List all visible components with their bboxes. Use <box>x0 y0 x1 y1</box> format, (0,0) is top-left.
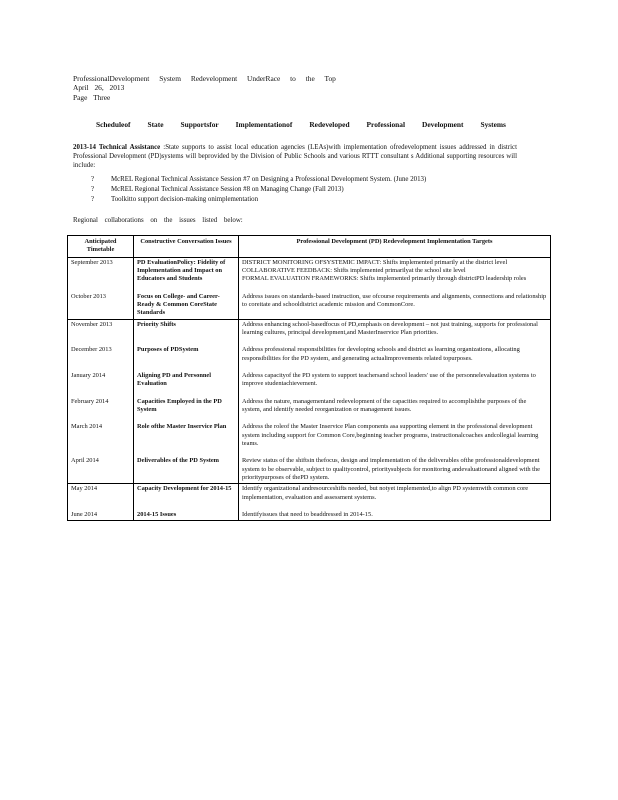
target-paragraph: Identify organizational andresourceshifts needed, but notyet implemented,to align PD systemwith common core implementation, evaluation and assessment systems. <box>242 485 529 501</box>
bullet-item <box>91 186 344 195</box>
issue-cell: 2014-15 Issues <box>134 510 239 521</box>
title-word: Development <box>422 120 464 129</box>
table-row <box>68 484 551 510</box>
issue-cell: Priority Shifts <box>134 319 239 345</box>
targets-cell <box>239 319 551 345</box>
header-issues: Constructive Conversation Issues <box>134 236 239 258</box>
title-word: State <box>147 120 164 129</box>
header-timetable: Anticipated Timetable <box>68 236 134 258</box>
bullet-item <box>91 196 258 205</box>
bullet-text: McREL Regional Technical Assistance Session #7 on Designing a Professional Development System. (June 2013) <box>111 176 427 183</box>
target-paragraph: Identifyissues that need to beaddressed in 2014-15. <box>242 510 373 518</box>
target-paragraph: Address the roleof the Master Inservice Plan components asa supporting element in the professional development system including support for Common Core,beginning teacher programs, instructionalcoaches andcollegial learning teams. <box>242 423 539 447</box>
bullet-marker: ? <box>91 176 95 183</box>
target-paragraph: Review status of the shiftsin thefocus, design and implementation of the deliverables ofthe professionaldevelopment system to be observable, subject to qualitycontrol, prioritysubjects for monitoring andevaluationand aligned with the prioritypurposes of thePD system. <box>242 457 540 481</box>
target-paragraph: DISTRICT MONITORING OFSYSTEMIC IMPACT: Shifts implemented primarily at the district level <box>242 258 508 266</box>
bullet-text: Toolkitto support decision-making onimplementation <box>111 196 259 203</box>
issue-cell: Capacity Development for 2014-15 <box>134 484 239 510</box>
issue-cell: Aligning PD and Personnel Evaluation <box>134 371 239 397</box>
targets-cell <box>239 292 551 319</box>
table-row <box>68 397 551 423</box>
targets-cell <box>239 422 551 456</box>
header-page: Page Three <box>73 92 111 102</box>
timetable-cell: February 2014 <box>68 397 134 423</box>
table-row <box>68 510 551 521</box>
title-word: Implementationof <box>235 120 293 129</box>
targets-cell <box>239 510 551 521</box>
timetable-cell: March 2014 <box>68 422 134 456</box>
target-paragraph: Address the nature, managementand redevelopment of the capacities required to accomplishthe purposes of the system, and identify needed reorganization or management issues. <box>242 397 527 413</box>
target-paragraph: Address capacityof the PD system to support teachersand school leaders' use of the personnelevaluation systems to improve studentachievement. <box>242 371 536 388</box>
header-line-1: ProfessionalDevelopment System Redevelopment UnderRace to the Top <box>73 74 336 83</box>
issue-cell: Role ofthe Master Inservice Plan <box>134 422 239 456</box>
table-row <box>68 257 551 291</box>
issue-cell: Capacities Employed in the PD System <box>134 397 239 423</box>
target-paragraph: FORMAL EVALUATION FRAMEWORKS: Shifts implemented primarily through districtPD leadership roles <box>242 275 527 283</box>
header-date: April 26, 2013 <box>73 83 125 93</box>
timetable-cell: June 2014 <box>68 510 134 521</box>
targets-cell <box>239 397 551 423</box>
document-title <box>96 120 506 129</box>
target-paragraph: Address issues on standards-based instruction, use ofcourse requirements and alignments, connections and relationship to coreitate and schooldistrict academic mission and CommonCore. <box>242 292 547 308</box>
targets-cell <box>239 456 551 483</box>
intro-text: :State supports to assist local education agencies (LEAs)with implementation ofredevelopment issues addressed in district Professional Development (PD)systems will beprovided by the Division of Public Schools and various RTTT consultant s Additional supporting resources will include: <box>73 144 518 169</box>
title-word: Professional <box>366 120 406 129</box>
title-word: Systems <box>480 120 506 129</box>
title-word: Supportsfor <box>180 120 219 129</box>
table-row <box>68 371 551 397</box>
title-word: Scheduleof <box>96 120 131 129</box>
regional-line: Regional collaborations on the issues listed below: <box>73 217 243 224</box>
bullet-marker: ? <box>91 196 95 203</box>
target-paragraph: COLLABORATIVE FEEDBACK: Shifts implemented primarilyat the school site level <box>242 266 466 274</box>
schedule-table <box>67 235 551 521</box>
table-header-row <box>68 236 551 258</box>
timetable-cell: November 2013 <box>68 319 134 345</box>
table-row <box>68 422 551 456</box>
issue-cell: Purposes of PDSystem <box>134 345 239 371</box>
bullet-item <box>91 176 426 185</box>
table-row <box>68 292 551 319</box>
targets-cell <box>239 371 551 397</box>
targets-cell <box>239 345 551 371</box>
table-row <box>68 345 551 371</box>
targets-cell <box>239 257 551 291</box>
intro-paragraph <box>73 144 517 171</box>
header-targets: Professional Development (PD) Redevelopment Implementation Targets <box>239 236 551 258</box>
timetable-cell: September 2013 <box>68 257 134 291</box>
issue-cell: Focus on College- and Career-Ready & Common CoreState Standards <box>134 292 239 319</box>
timetable-cell: January 2014 <box>68 371 134 397</box>
timetable-cell: April 2014 <box>68 456 134 483</box>
bullet-text: McREL Regional Technical Assistance Session #8 on Managing Change (Fall 2013) <box>111 186 344 193</box>
table-row <box>68 456 551 483</box>
issue-cell: PD EvaluationPolicy: Fidelity of Implementation and Impact on Educators and Students <box>134 257 239 291</box>
issue-cell: Deliverables of the PD System <box>134 456 239 483</box>
target-paragraph: Address enhancing school-basedfocus of PD,emphasis on development – not just training, supports for professional learning cultures, principal development,and MasterInservice Plan priorities. <box>242 320 538 336</box>
table-row <box>68 319 551 345</box>
title-word: Redeveloped <box>309 120 350 129</box>
bullet-marker: ? <box>91 186 95 193</box>
timetable-cell: October 2013 <box>68 292 134 319</box>
targets-cell <box>239 484 551 510</box>
timetable-cell: May 2014 <box>68 484 134 510</box>
timetable-cell: December 2013 <box>68 345 134 371</box>
target-paragraph: Address professional responsibilities for developing schools and district as learning organizations, allocating responsibilities for the PD system, and generating actualimprovements related topurposes. <box>242 346 520 362</box>
intro-lead: 2013-14 Technical Assistance <box>73 144 161 151</box>
letter-header <box>73 74 336 102</box>
